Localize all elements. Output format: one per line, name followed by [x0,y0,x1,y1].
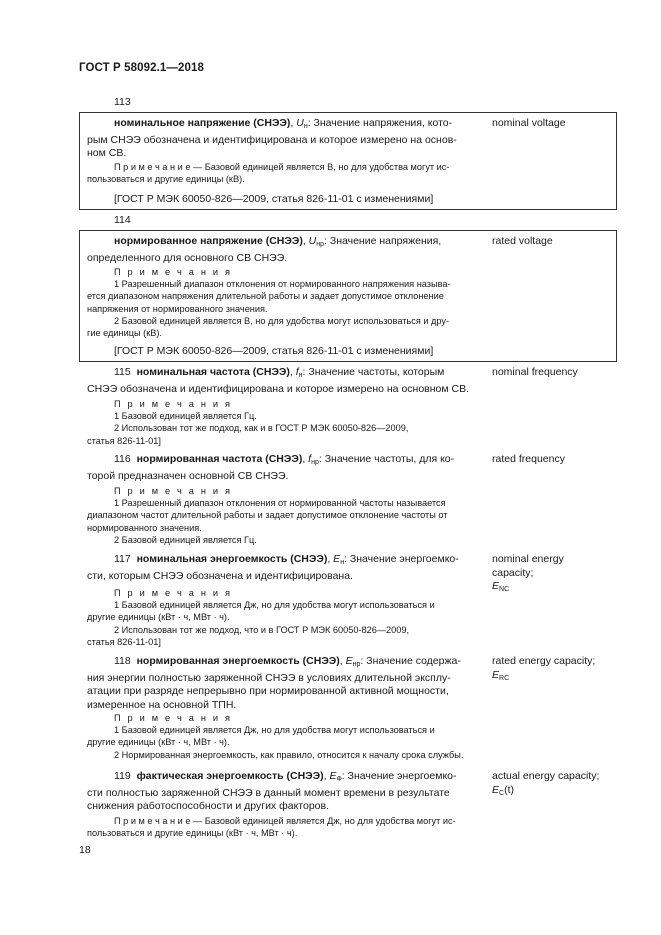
note-119: П р и м е ч а н и е — Базовой единицей является Дж, но для удобства могут ис- пользоваться и другие единицы (кВт · ч, МВт · ч). [87,816,456,839]
term-114: нормированное напряжение (СНЭЭ) [114,235,303,247]
term-number-113: 113 [114,96,131,108]
note-114: П р и м е ч а н и я 1 Разрешенный диапазон отклонения от нормированного напряжения называ- ется диапазоном напряжения длительной работы и задает допустимое отклонение напряжения от нормированного значения. 2 Базовой единицей является В, но для удобства могут использоваться и дру- гие единицы (кВ). [87,267,451,339]
english-term-115: nominal frequency [492,366,578,378]
note-117: П р и м е ч а н и я 1 Базовой единицей является Дж, но для удобства могут использоваться и другие единицы (кВт · ч, МВт · ч). 2 Использован тот же подход, что и в ГОСТ Р МЭК 60050-826—2009, статья 826-11-01] [87,588,435,647]
definition-119: 119 фактическая энергоемкость (СНЭЭ), $E_Ф$: Значение энергоемко- сти полностью заряженной СНЭЭ в данный момент времени в результате снижения работоспособности и других факторов. [87,770,457,813]
english-term-113: nominal voltage [492,117,566,129]
term-number-114: 114 [114,214,131,226]
definition-115: 115 номинальная частота (СНЭЭ), $f_н$: Значение частоты, которым СНЭЭ обозначена и идентифицирована и которое измерено на основном СВ. [87,366,470,395]
english-term-116: rated frequency [492,453,565,465]
english-term-114: rated voltage [492,235,553,247]
english-term-119: actual energy capacity; $E_C(t)$ [492,770,600,797]
definition-116: 116 нормированная частота (СНЭЭ), $f_{нр}$: Значение частоты, для ко- торой предназначен основной СВ СНЭЭ. [87,453,455,482]
term-119: фактическая энергоемкость (СНЭЭ) [136,770,324,782]
term-118: нормированная энергоемкость (СНЭЭ) [136,655,340,667]
english-term-117: nominal energy capacity; $E_{NC}$ [492,553,564,594]
definition-113: номинальное напряжение (СНЭЭ), $U_н$: Значение напряжения, кото- рым СНЭЭ обозначена и идентифицирована и которое измерено на основ- ном СВ. [87,117,457,160]
definition-117: 117 номинальная энергоемкость (СНЭЭ), $E_н$: Значение энергоемко- сти, которым СНЭЭ обозначена и идентифицирована. [87,553,459,582]
term-117: номинальная энергоемкость (СНЭЭ) [136,553,328,565]
source-114: [ГОСТ Р МЭК 60050-826—2009, статья 826-11-01 с изменениями] [114,345,434,357]
source-113: [ГОСТ Р МЭК 60050-826—2009, статья 826-11-01 с изменениями] [114,193,434,205]
english-term-118: rated energy capacity; $E_{RC}$ [492,655,596,682]
note-118: П р и м е ч а н и я 1 Базовой единицей является Дж, но для удобства могут использоваться и другие единицы (кВт · ч, МВт · ч). 2 Нормированная энергоемкость, как правило, относится к началу срока службы. [87,713,464,760]
page-number: 18 [79,844,91,856]
note-115: П р и м е ч а н и я 1 Базовой единицей является Гц. 2 Использован тот же подход, как и в ГОСТ Р МЭК 60050-826—2009, статья 826-11-01] [87,399,409,446]
term-113: номинальное напряжение (СНЭЭ) [114,117,291,129]
document-header: ГОСТ Р 58092.1—2018 [79,62,204,74]
term-115: номинальная частота (СНЭЭ) [136,366,290,378]
term-116: нормированная частота (СНЭЭ) [136,453,303,465]
note-113: П р и м е ч а н и е — Базовой единицей является В, но для удобства могут ис- пользоваться и другие единицы (кВ). [87,162,450,185]
definition-118: 118 нормированная энергоемкость (СНЭЭ), $E_{нр}$: Значение содержа- ния энергии полностью заряженной СНЭЭ в условиях длительной эксплу- атации при разряде непрерывно при нормированной активной мощности, измеренное на основной ТПН. [87,655,461,711]
definition-114: нормированное напряжение (СНЭЭ), $U_{нр}$: Значение напряжения, определенного для основного СВ СНЭЭ. [87,235,442,264]
note-116: П р и м е ч а н и я 1 Разрешенный диапазон отклонения от нормированной частоты называется диапазоном частот длительной работы и задает допустимое отклонение частоты от нормированного значения. 2 Базовой единицей является Гц. [87,486,448,545]
